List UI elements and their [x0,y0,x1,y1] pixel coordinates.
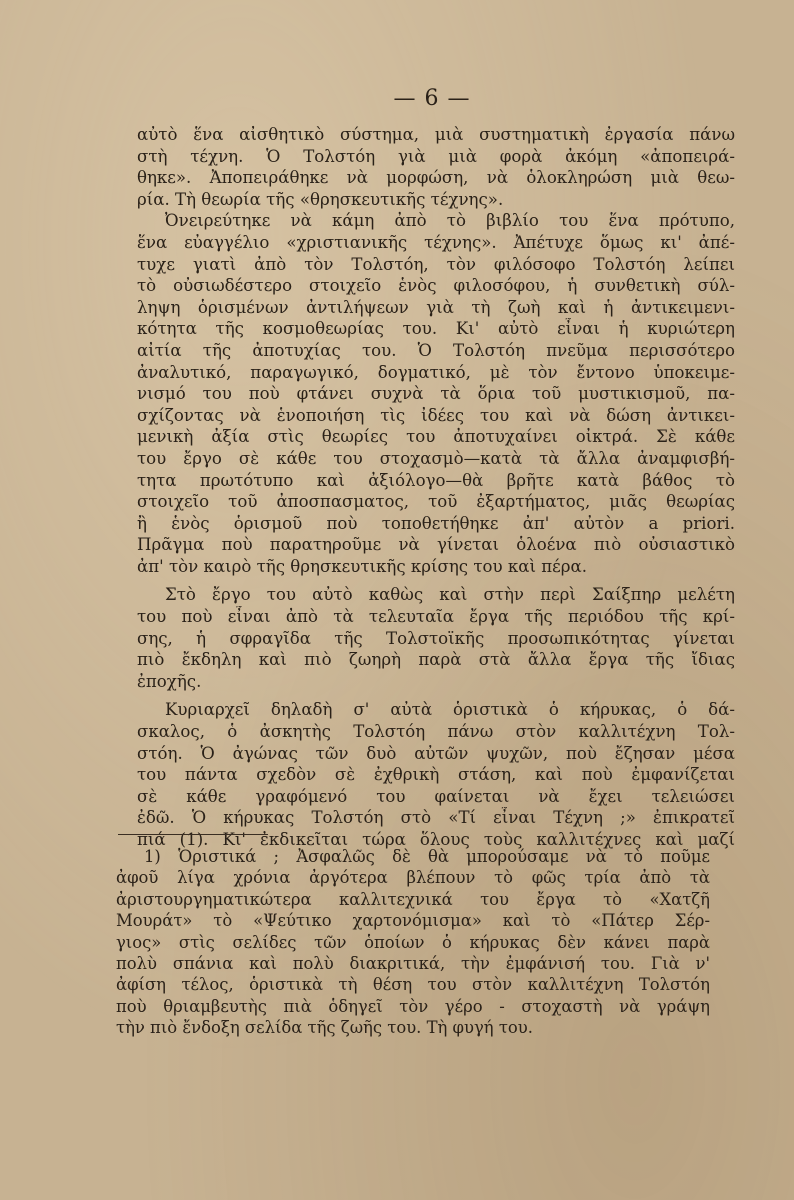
footnote-line: πολὺ σπάνια καὶ πολὺ διακριτικά, τὴν ἐμφάνισή του. Γιὰ ν' [116,953,710,973]
text-line: του ποὺ εἶναι ἀπὸ τὰ τελευταῖα ἔργα τῆς περιόδου τῆς κρί- [137,607,735,627]
footnote-divider [118,834,268,835]
footnote-line: τὴν πιὸ ἔνδοξη σελίδα τῆς ζωῆς του. Τὴ φυγή του. [116,1018,533,1038]
text-line: στόη. Ὁ ἀγώνας τῶν δυὸ αὐτῶν ψυχῶν, ποὺ ἔζησαν μέσα [137,743,735,763]
footnote-line: ἀφοῦ λίγα χρόνια ἀργότερα βλέπουν τὸ φῶς τρία ἀπὸ τὰ [116,868,710,888]
text-line: αὐτὸ ἕνα αἰσθητικὸ σύστημα, μιὰ συστηματικὴ ἐργασία πάνω [137,125,735,144]
footnote-line: ποὺ θριαμβευτὴς πιὰ ὁδηγεῖ τὸν γέρο - στοχαστὴ νὰ γράψη [116,996,710,1016]
text-line: Ὀνειρεύτηκε νὰ κάμη ἀπὸ τὸ βιβλίο του ἕνα πρότυπο, [165,211,735,231]
footnote-line: ἀφίση τέλος, ὁριστικὰ τὴ θέση του στὸν καλλιτέχνη Τολστόη [116,975,710,995]
text-line: Στὸ ἔργο του αὐτὸ καθὼς καὶ στὴν περὶ Σαίξπηρ μελέτη [165,585,735,605]
page-number: — 6 — [393,86,471,111]
text-line: σχίζοντας νὰ ἑνοποιήση τὶς ἰδέες του καὶ νὰ δώση ἀντικει- [137,405,735,425]
text-line: Κυριαρχεῖ δηλαδὴ σ' αὐτὰ ὁριστικὰ ὁ κήρυκας, ὁ δά- [165,700,735,720]
text-line: ἀναλυτικό, παραγωγικό, δογματικό, μὲ τὸν ἔντονο ὑποκειμε- [137,362,735,382]
text-line: σκαλος, ὁ ἀσκητὴς Τολστόη πάνω στὸν καλλιτέχνη Τολ- [137,722,735,742]
text-line: αἰτία τῆς ἀποτυχίας του. Ὁ Τολστόη πνεῦμα περισσότερο [137,340,735,360]
text-line: στοιχεῖο τοῦ ἀποσπασματος, τοῦ ἐξαρτήματος, μιᾶς θεωρίας [137,492,735,512]
main-text [137,124,735,851]
text-line: ἐδῶ. Ὁ κήρυκας Τολστόη στὸ «Τί εἶναι Τέχνη ;» ἐπικρατεῖ [137,808,735,828]
text-line: ἀπ' τὸν καιρὸ τῆς θρησκευτικῆς κρίσης του καὶ πέρα. [137,556,588,576]
footnote-line: γιος» στὶς σελίδες τῶν ὁποίων ὁ κήρυκας δὲν κάνει παρὰ [116,932,710,952]
text-line: του πάντα σχεδὸν σὲ ἐχθρικὴ στάση, καὶ ποὺ ἐμφανίζεται [137,765,735,785]
text-line: πιά (1). Κι' ἐκδικεῖται τώρα ὅλους τοὺς καλλιτέχνες καὶ μαζί [137,830,735,849]
text-line: τὸ οὐσιωδέστερο στοιχεῖο ἑνὸς φιλοσόφου, ἡ συνθετικὴ σύλ- [137,276,735,296]
text-line: ἐποχῆς. [137,671,202,691]
text-line: μενικὴ ἀξία στὶς θεωρίες του ἀποτυχαίνει οἰκτρά. Σὲ κάθε [137,427,735,447]
text-line: του ἔργο σὲ κάθε του στοχασμὸ—κατὰ τὰ ἄλλα ἀναμφισβή- [137,448,735,468]
text-line: ρία. Τὴ θεωρία τῆς «θρησκευτικῆς τέχνης». [137,189,504,209]
footnote [116,846,710,1039]
text-line: ἢ ἑνὸς ὁρισμοῦ ποὺ τοποθετήθηκε ἀπ' αὐτὸν a priori. [137,513,735,533]
text-line: σης, ἡ σφραγῖδα τῆς Τολστοϊκῆς προσωπικότητας γίνεται [137,628,735,648]
footnote-line: 1) Ὁριστικά ; Ἀσφαλῶς δὲ θὰ μπορούσαμε νὰ τὸ ποῦμε [144,847,710,866]
text-line: σὲ κάθε γραφόμενό του φαίνεται νὰ ἔχει τελειώσει [137,786,735,806]
footnote-line: Μουράτ» τὸ «Ψεύτικο χαρτονόμισμα» καὶ τὸ «Πάτερ Σέρ- [116,911,710,931]
text-line: ἕνα εὐαγγέλιο «χριστιανικῆς τέχνης». Ἀπέτυχε ὅμως κι' ἀπέ- [137,232,735,252]
text-line: νισμό του ποὺ φτάνει συχνὰ τὰ ὅρια τοῦ μυστικισμοῦ, πα- [137,384,735,404]
text-line: θηκε». Ἀποπειράθηκε νὰ μορφώση, νὰ ὁλοκληρώση μιὰ θεω- [137,168,735,188]
text-line: Πρᾶγμα ποὺ παρατηροῦμε νὰ γίνεται ὁλοένα πιὸ οὐσιαστικὸ [137,535,735,555]
text-line: κότητα τῆς κοσμοθεωρίας του. Κι' αὐτὸ εἶναι ἡ κυριώτερη [137,319,735,339]
text-line: πιὸ ἔκδηλη καὶ πιὸ ζωηρὴ παρὰ στὰ ἄλλα ἔργα τῆς ἴδιας [137,650,735,670]
footnote-line: ἀριστουργηματικώτερα καλλιτεχνικά του ἔργα τὸ «Χατζῆ [116,889,710,909]
text-line: ληψη ὁρισμένων ἀντιλήψεων γιὰ τὴ ζωὴ καὶ ἡ ἀντικειμενι- [137,297,735,317]
text-line: τητα πρωτότυπο καὶ ἀξιόλογο—θὰ βρῆτε κατὰ βάθος τὸ [137,470,735,490]
text-line: τυχε γιατὶ ἀπὸ τὸν Τολστόη, τὸν φιλόσοφο Τολστόη λείπει [137,254,735,274]
text-line: στὴ τέχνη. Ὁ Τολστόη γιὰ μιὰ φορὰ ἀκόμη «ἀποπειρά- [137,146,735,166]
